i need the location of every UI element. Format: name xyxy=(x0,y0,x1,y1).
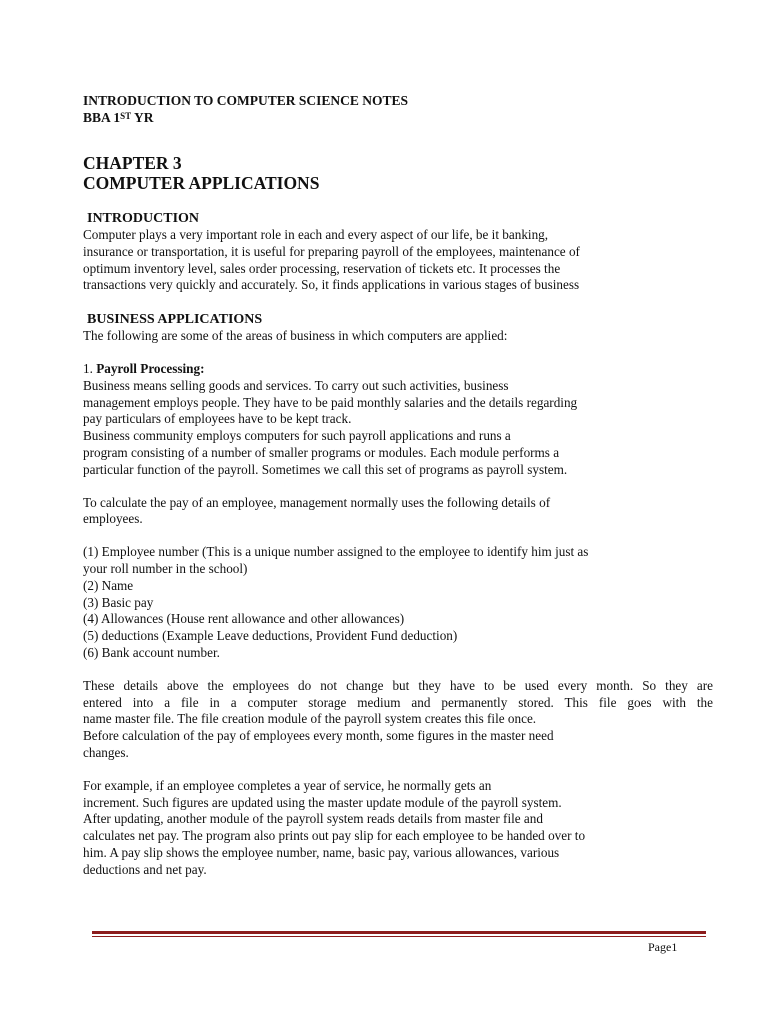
paragraph-line: changes. xyxy=(83,744,129,760)
introduction-paragraph xyxy=(83,227,713,294)
business-intro: The following are some of the areas of business in which computers are applied: xyxy=(83,328,508,344)
notes-title: INTRODUCTION TO COMPUTER SCIENCE NOTES xyxy=(83,93,409,108)
introduction-heading: INTRODUCTION xyxy=(87,211,200,226)
paragraph-line: entered into a file in a computer storage medium and permanently stored. This file goes with the xyxy=(83,694,713,710)
course-suffix: YR xyxy=(131,109,154,125)
payroll-paragraph-1 xyxy=(83,378,713,479)
list-item: (1) Employee number (This is a unique number assigned to the employee to identify him just as xyxy=(83,544,589,560)
paragraph-line: program consisting of a number of smaller programs or modules. Each module performs a xyxy=(83,444,560,460)
list-item: (4) Allowances (House rent allowance and other allowances) xyxy=(83,611,405,627)
payroll-paragraph-4 xyxy=(83,778,713,879)
course-prefix: BBA 1 xyxy=(83,109,121,125)
footer-rule-thin xyxy=(92,936,706,937)
paragraph-line: name master file. The file creation module of the payroll system creates this file once. xyxy=(83,711,537,727)
list-item: your roll number in the school) xyxy=(83,560,248,576)
footer-rule-thick xyxy=(92,931,706,934)
paragraph-line: management employs people. They have to be paid monthly salaries and the details regarding xyxy=(83,394,578,410)
paragraph-line: deductions and net pay. xyxy=(83,861,207,877)
employee-details-list xyxy=(83,544,713,662)
chapter-title: COMPUTER APPLICATIONS xyxy=(83,173,320,193)
paragraph-line: Computer plays a very important role in each and every aspect of our life, be it banking, xyxy=(83,227,549,242)
payroll-number: 1. xyxy=(83,360,97,376)
paragraph-line: For example, if an employee completes a year of service, he normally gets an xyxy=(83,777,492,793)
paragraph-line: Business community employs computers for such payroll applications and runs a xyxy=(83,428,511,444)
paragraph-line: transactions very quickly and accurately. So, it finds applications in various stages of business xyxy=(83,277,580,293)
payroll-heading xyxy=(83,361,713,378)
payroll-paragraph-2 xyxy=(83,495,713,529)
list-item: (2) Name xyxy=(83,577,134,593)
paragraph-line: pay particulars of employees have to be kept track. xyxy=(83,411,352,427)
paragraph-line: increment. Such figures are updated using the master update module of the payroll system. xyxy=(83,794,562,810)
list-item: (5) deductions (Example Leave deductions, Provident Fund deduction) xyxy=(83,628,458,644)
paragraph-line: him. A pay slip shows the employee number, name, basic pay, various allowances, various xyxy=(83,844,560,860)
paragraph-line: To calculate the pay of an employee, management normally uses the following details of xyxy=(83,494,551,510)
paragraph-line: insurance or transportation, it is useful for preparing payroll of the employees, maintenance of xyxy=(83,243,580,259)
course-superscript: ST xyxy=(120,110,132,121)
business-applications-heading: BUSINESS APPLICATIONS xyxy=(87,312,263,328)
paragraph-line: optimum inventory level, sales order processing, reservation of tickets etc. It processes the xyxy=(83,260,561,276)
chapter-number: CHAPTER 3 xyxy=(83,153,182,173)
paragraph-line: particular function of the payroll. Sometimes we call this set of programs as payroll system. xyxy=(83,461,568,477)
payroll-heading-text: Payroll Processing: xyxy=(96,360,205,376)
paragraph-line: Business means selling goods and services. To carry out such activities, business xyxy=(83,377,509,393)
payroll-paragraph-3 xyxy=(83,678,713,762)
list-item: (3) Basic pay xyxy=(83,594,154,610)
course-label xyxy=(83,110,713,127)
paragraph-line: These details above the employees do not change but they have to be used every month. So they are xyxy=(83,677,713,693)
paragraph-line: calculates net pay. The program also prints out pay slip for each employee to be handed over to xyxy=(83,828,586,844)
paragraph-line: After updating, another module of the payroll system reads details from master file and xyxy=(83,811,543,827)
list-item: (6) Bank account number. xyxy=(83,644,220,660)
paragraph-line: Before calculation of the pay of employees every month, some figures in the master need xyxy=(83,728,554,744)
paragraph-line: employees. xyxy=(83,511,143,527)
page-number: Page1 xyxy=(648,940,678,954)
page-content xyxy=(83,93,713,879)
